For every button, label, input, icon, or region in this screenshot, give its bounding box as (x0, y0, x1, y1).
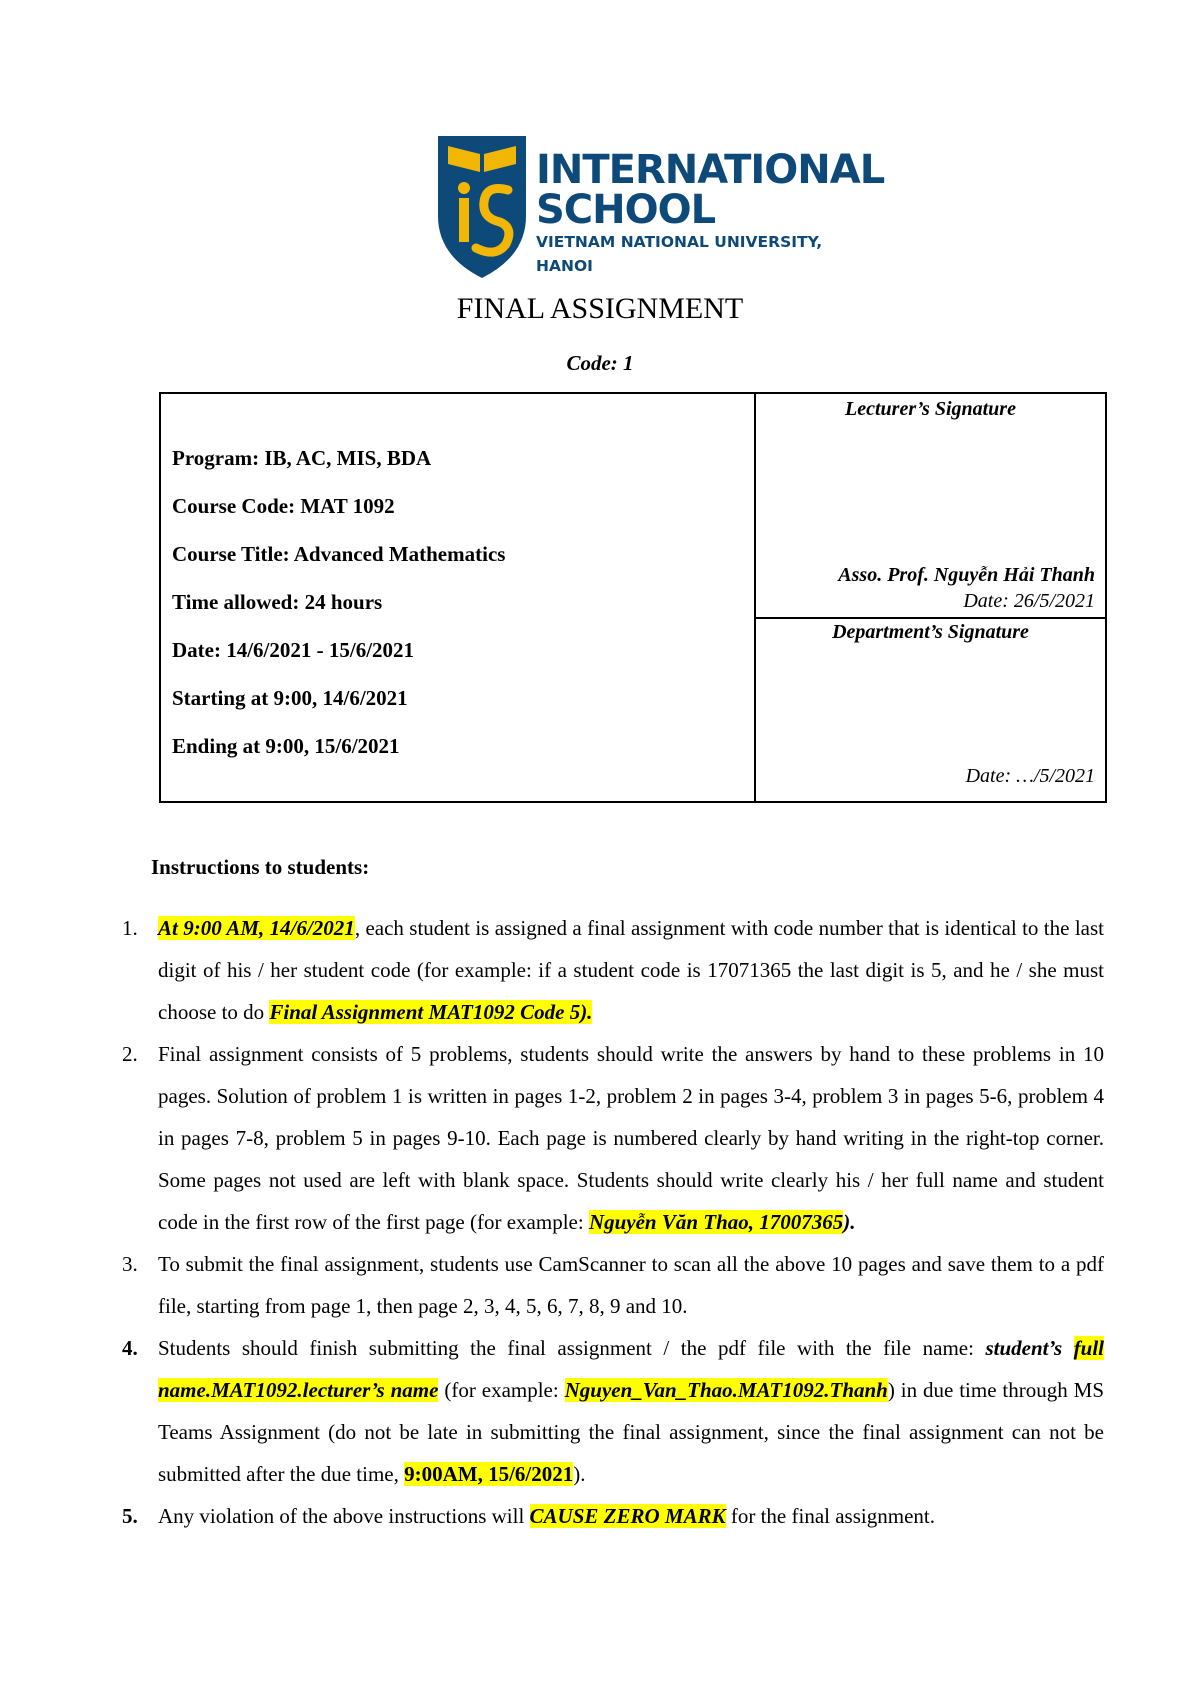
highlight-example-name: Nguyễn Văn Thao, 17007365 (588, 1210, 844, 1234)
lecturer-name: Asso. Prof. Nguyễn Hải Thanh (838, 564, 1095, 586)
instruction-text: (for example: (438, 1378, 565, 1402)
instruction-text-end: ). (573, 1462, 586, 1486)
instruction-item (122, 1495, 1104, 1537)
highlight-example-assignment: Final Assignment MAT1092 Code 5). (269, 1000, 593, 1024)
instructions-list (122, 907, 1104, 1537)
instruction-text: Students should finish submitting the final assignment / the pdf file with the file name: (158, 1336, 986, 1360)
logo-line-school: SCHOOL (536, 187, 716, 233)
logo-line-international: INTERNATIONAL (536, 147, 885, 193)
ending-line: Ending at 9:00, 15/6/2021 (172, 734, 400, 758)
shield-logo-icon (434, 132, 530, 282)
file-name-pattern-start: student’s (985, 1336, 1063, 1360)
instruction-text-end: for the final assignment. (725, 1504, 935, 1528)
logo-line-university: VIETNAM NATIONAL UNIVERSITY, HANOI (536, 233, 823, 275)
assignment-code: Code: 1 (566, 351, 634, 375)
instruction-text: Any violation of the above instructions will (158, 1504, 530, 1528)
instruction-text: , each student is assigned a final assignment with code number that is identical to the last digit of his / her student code (for example: if a student code is 17071365 the last digit is 5, and he / she must choose to do (158, 916, 1104, 1024)
highlight-due-time: 9:00AM, 15/6/2021 (404, 1462, 574, 1486)
course-details-cell (161, 394, 756, 801)
instruction-number: 5. (122, 1504, 138, 1528)
highlight-file-name-example: Nguyen_Van_Thao.MAT1092.Thanh (564, 1378, 888, 1402)
highlight-zero-mark: CAUSE ZERO MARK (529, 1504, 726, 1528)
department-date: Date: …/5/2021 (965, 765, 1095, 787)
instruction-text: To submit the final assignment, students use CamScanner to scan all the above 10 pages and save them to a pdf file, starting from page 1, then page 2, 3, 4, 5, 6, 7, 8, 9 and 10. (158, 1252, 1104, 1318)
highlight-file-name-pattern: full name.MAT1092.lecturer’s name (158, 1336, 1105, 1402)
instruction-item (122, 1033, 1104, 1243)
highlight-start-time: At 9:00 AM, 14/6/2021 (158, 916, 355, 940)
instruction-text: ) in due time through MS Teams Assignment (do not be late in submitting the final assignment, since the final assignment can not be submitted after the due time, (158, 1378, 1104, 1486)
lecturer-date: Date: 26/5/2021 (963, 590, 1095, 612)
logo-wordmark (536, 147, 885, 278)
department-signature-title: Department’s Signature (832, 621, 1029, 643)
lecturer-signature-title: Lecturer’s Signature (845, 398, 1016, 420)
instructions-heading: Instructions to students: (151, 855, 370, 879)
instruction-number: 3. (122, 1252, 138, 1276)
course-code-line: Course Code: MAT 1092 (172, 494, 395, 518)
instruction-text: Final assignment consists of 5 problems, students should write the answers by hand to these problems in 10 pages. Solution of problem 1 is written in pages 1-2, problem 2 in pages 3-4, problem 3 in pages 5-6, problem 4 in pages 7-8, problem 5 in pages 9-10. Each page is numbered clearly by hand writing in the right-top corner. Some pages not used are left with blank space. Students should write clearly his / her full name and student code in the first row of the first page (for example: (158, 1042, 1104, 1234)
department-signature-cell (756, 619, 1105, 801)
instruction-number: 2. (122, 1042, 138, 1066)
instruction-text-end: ). (843, 1210, 856, 1234)
course-info-table (159, 392, 1107, 803)
page-title: FINAL ASSIGNMENT (456, 292, 744, 325)
time-allowed-line: Time allowed: 24 hours (172, 590, 383, 614)
instruction-item (122, 1243, 1104, 1327)
instruction-item (122, 1327, 1104, 1495)
lecturer-signature-cell (756, 394, 1105, 619)
instruction-item (122, 907, 1104, 1033)
instruction-number: 1. (122, 916, 138, 940)
course-title-line: Course Title: Advanced Mathematics (172, 542, 506, 566)
instruction-number: 4. (122, 1336, 138, 1360)
starting-line: Starting at 9:00, 14/6/2021 (172, 686, 408, 710)
program-line: Program: IB, AC, MIS, BDA (172, 446, 432, 470)
school-logo (434, 132, 885, 282)
date-line: Date: 14/6/2021 - 15/6/2021 (172, 638, 415, 662)
